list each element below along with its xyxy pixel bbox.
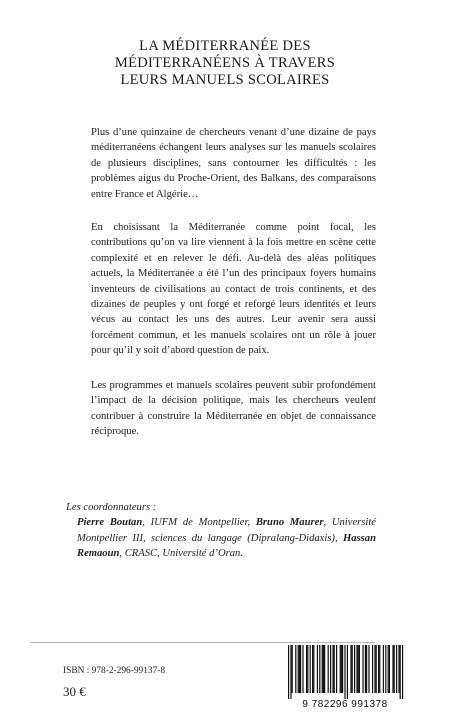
barcode-bar <box>398 645 399 693</box>
barcode-bar <box>347 645 348 699</box>
barcode-bar <box>310 645 311 693</box>
barcode-bar <box>376 645 377 693</box>
barcode-bar <box>352 645 353 693</box>
barcode-bar <box>319 645 320 693</box>
barcode-bar <box>300 645 301 693</box>
barcode-bar <box>298 645 299 693</box>
barcode-bar <box>328 645 329 693</box>
coordinator-name-1: Pierre Boutan <box>77 517 143 529</box>
barcode-bars <box>282 645 408 699</box>
barcode-bar <box>389 645 390 693</box>
barcode-bar <box>400 645 401 699</box>
barcode-bar <box>358 645 359 693</box>
coordinators-label: Les coordonnateurs : <box>66 502 157 513</box>
barcode-bar <box>332 645 333 693</box>
coordinator-affiliation-2: , Université Montpellier III, sciences du langage (Dipralang-Didaxis), <box>77 517 376 544</box>
coordinators-list <box>66 515 376 561</box>
price-text: 30 € <box>63 684 86 699</box>
barcode-bar <box>330 645 331 693</box>
barcode-bar <box>322 645 323 693</box>
title-line-2: MÉDITERRANÉENS À TRAVERS <box>114 55 336 71</box>
barcode-bar <box>378 645 379 693</box>
barcode-bar <box>396 645 397 693</box>
barcode-bar <box>299 645 300 693</box>
barcode-bar <box>385 645 386 693</box>
coordinators-block <box>66 500 376 562</box>
barcode-bar <box>362 645 363 693</box>
summary-paragraph-2: En choisissant la Méditerranée comme point focal, les contributions qu’on va lire viennent à la fois mettre en scène cette complexité et en relever le défi. Au-delà des aléas politiques actuels, la Méditerranée a été l’un des principaux foyers humains inventeurs de civilisations au contact de trois continents, et des dizaines de peuples y ont forgé et reforgé leurs identités et leurs vécus au contact les uns des autres. Leur avenir sera aussi forcément commun, et les manuels scolaires ont un rôle à jouer pour qu’il y soit d’abord question de paix. <box>91 222 376 357</box>
barcode-bar <box>312 645 313 693</box>
barcode-bar <box>354 645 355 693</box>
coordinator-name-3: Hassan Remaoun <box>77 532 376 560</box>
barcode-bar <box>341 645 342 693</box>
barcode-bar <box>402 645 403 699</box>
barcode-bar <box>392 645 393 693</box>
barcode-bar <box>366 645 367 693</box>
summary-paragraph-1: Plus d’une quinzaine de chercheurs venant d’une dizaine de pays méditerranéens échangent leurs analyses sur les manuels scolaires de plusieurs disciplines, sans contourner les difficultés : les problèmes aigus du Proche-Orient, des Balkans, des comparaisons entre France et Algérie… <box>91 127 376 200</box>
barcode-bar <box>379 645 380 693</box>
book-title <box>0 38 450 89</box>
barcode-bar <box>313 645 314 693</box>
barcode-bar <box>336 645 337 693</box>
barcode-bar <box>334 645 335 693</box>
coordinator-affiliation-3: , CRASC, Université d’Oran. <box>119 548 243 560</box>
barcode-bar <box>302 645 303 693</box>
title-line-3: LEURS MANUELS SCOLAIRES <box>120 72 330 88</box>
barcode-bar <box>307 645 308 693</box>
barcode-bar <box>372 645 373 693</box>
barcode-bar <box>388 645 389 693</box>
barcode-bar <box>383 645 384 693</box>
barcode-bar <box>344 645 345 699</box>
barcode-bar <box>290 645 291 699</box>
summary-paragraph-3: Les programmes et manuels scolaires peuvent subir profondément l’impact de la décision politique, mais les chercheurs veulent contribuer à construire la Méditerranée en objet de connaissance réciproque. <box>91 380 376 438</box>
bottom-divider <box>30 642 375 643</box>
coordinator-affiliation-1: , IUFM de Montpellier, <box>142 517 256 529</box>
barcode-digits: 9 782296 991378 <box>302 699 388 710</box>
coordinator-name-2: Bruno Maurer <box>255 517 324 529</box>
barcode-bar <box>394 645 395 693</box>
barcode-bar <box>292 645 293 693</box>
barcode-bar <box>340 645 341 693</box>
barcode-bar <box>317 645 318 693</box>
isbn-text: ISBN : 978-2-296-99137-8 <box>63 666 166 676</box>
barcode-bar <box>356 645 357 693</box>
barcode <box>282 645 408 713</box>
barcode-bar <box>342 645 343 693</box>
barcode-bar <box>295 645 296 693</box>
barcode-bar <box>306 645 307 693</box>
barcode-bar <box>324 645 325 693</box>
barcode-bar <box>365 645 366 693</box>
barcode-bar <box>288 645 289 699</box>
barcode-bar <box>323 645 324 693</box>
barcode-bar <box>359 645 360 693</box>
barcode-bar <box>374 645 375 693</box>
barcode-bar <box>368 645 369 693</box>
title-line-1: LA MÉDITERRANÉE DES <box>139 38 311 54</box>
barcode-bar <box>350 645 351 693</box>
